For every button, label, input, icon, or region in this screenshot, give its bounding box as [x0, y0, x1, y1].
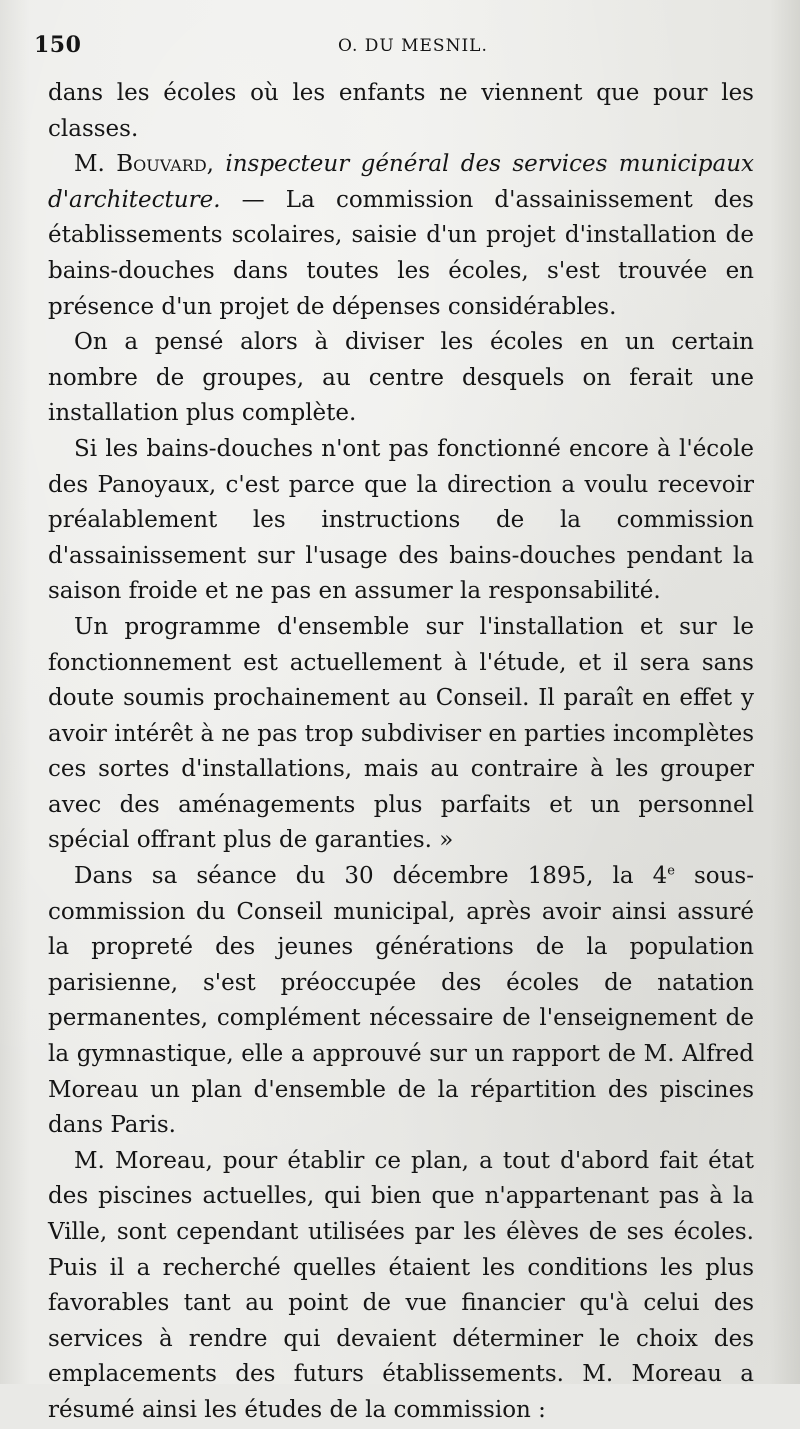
- seance-text-before: Dans sa séance du 30 décembre 1895, la 4: [74, 863, 668, 890]
- paragraph-moreau: M. Moreau, pour établir ce plan, a tout d'abord fait état des piscines actuelles, qui bien que n'appartenant pas à la Ville, sont cependant utilisées par les élèves de ses écoles. Puis il a recherché quelles étaient les conditions les plus favorables tant au point de vue financier qu'à celui des services à rendre qui devaient déterminer le choix des emplacements des futurs établissements. M. Moreau a résumé ainsi les études de la commission :: [48, 1147, 754, 1423]
- paragraph-programme: Un programme d'ensemble sur l'installation et sur le fonctionnement est actuellement à l'étude, et il sera sans doute soumis prochainement au Conseil. Il paraît en effet y avoir intérêt à ne pas trop subdiviser en parties incomplètes ces sortes d'installations, mais au contraire à les grouper avec des aménagements plus parfaits et un personnel spécial offrant plus de garanties. »: [48, 613, 754, 854]
- paragraph-panoyaux: Si les bains-douches n'ont pas fonctionné encore à l'école des Panoyaux, c'est parce que la direction a voulu recevoir préalablement les instructions de la commission d'assainissement sur l'usage des bains-douches pendant la saison froide et ne pas en assumer la responsabilité.: [48, 435, 754, 605]
- paragraph-groupes: On a pensé alors à diviser les écoles en un certain nombre de groupes, au centre desquels on ferait une installation plus complète.: [48, 329, 754, 427]
- running-head: O. DU MESNIL.: [338, 36, 488, 56]
- paragraph-bouvard: [48, 147, 754, 325]
- speaker-comma: ,: [206, 151, 226, 178]
- speaker-title: inspecteur général des services municipaux d'architecture.: [48, 151, 754, 213]
- ordinal-superscript: e: [667, 863, 675, 879]
- paragraph-continuation: dans les écoles où les enfants ne viennent que pour les classes.: [48, 80, 754, 142]
- seance-text-after: sous-commission du Conseil municipal, après avoir ainsi assuré la propreté des jeunes générations de la population parisienne, s'est préoccupée des écoles de natation permanentes, complément nécessaire de l'enseignement de la gymnastique, elle a approuvé sur un rapport de M. Alfred Moreau un plan d'ensemble de la répartition des piscines dans Paris.: [48, 863, 754, 1139]
- page-number: 150: [34, 32, 82, 58]
- paragraph-seance: [48, 859, 754, 1144]
- body-text: [48, 76, 754, 1429]
- speaker-statement: — La commission d'assainissement des établissements scolaires, saisie d'un projet d'installation de bains-douches dans toutes les écoles, s'est trouvée en présence d'un projet de dépenses considérables.: [48, 186, 754, 320]
- page-header: [26, 32, 774, 62]
- speaker-prefix: M.: [74, 151, 117, 178]
- speaker-name: Bouvard: [116, 151, 207, 178]
